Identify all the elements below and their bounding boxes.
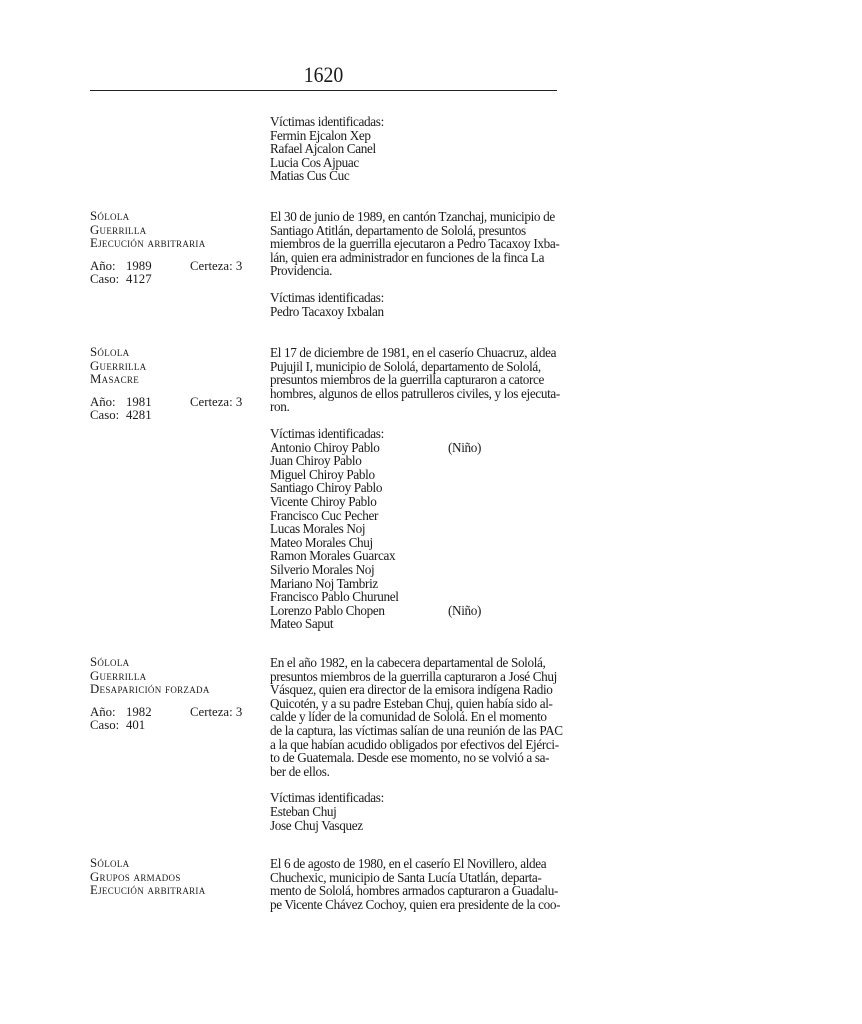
victims-label: Víctimas identificadas: (270, 425, 384, 441)
victim-name: Jose Chuj Vasquez (270, 817, 363, 833)
victim-name: Rafael Ajcalon Canel (270, 141, 376, 157)
victim-row (270, 454, 557, 468)
victim-name: Miguel Chiroy Pablo (270, 466, 375, 482)
text-line: El 30 de junio de 1989, en cantón Tzanchaj, municipio de (270, 209, 555, 224)
case-year: 1989 (126, 258, 152, 273)
case-number-row (90, 409, 260, 423)
text-line: calde y líder de la comunidad de Sololá. En el momento (270, 709, 547, 725)
text-line: Quicotén, y a su padre Esteban Chuj, quien había sido al- (270, 695, 553, 711)
text-line: mento de Sololá, hombres armados capturaron a Guadalu- (270, 883, 558, 899)
victim-row (270, 522, 557, 536)
case-certainty: Certeza: 3 (190, 394, 243, 409)
victim-note: (Niño) (448, 439, 482, 455)
case-perpetrator: Guerrilla (90, 222, 147, 237)
victim-name: Vicente Chiroy Pablo (270, 493, 377, 509)
text-line: Pujujil I, municipio de Sololá, departamento de Sololá, (270, 358, 541, 374)
case-location: Sólola (90, 655, 130, 669)
case-description (270, 655, 563, 833)
case-year: 1981 (126, 394, 152, 409)
victim-note: (Niño) (448, 602, 482, 618)
case-violation: Desaparición forzada (90, 682, 210, 697)
victim-row (270, 617, 557, 631)
case-location: Sólola (90, 856, 130, 870)
case-year-row (90, 260, 260, 274)
case-perpetrator: Guerrilla (90, 668, 147, 683)
victim-row (270, 468, 557, 482)
case-number-row (90, 719, 260, 733)
case-metadata (90, 656, 260, 733)
victim-name: Lucas Morales Noj (270, 521, 366, 537)
case-perpetrator: Guerrilla (90, 358, 147, 373)
victim-name: Esteban Chuj (270, 803, 337, 819)
victim-row (270, 563, 557, 577)
text-line: Vásquez, quien era director de la emisora indígena Radio (270, 682, 553, 698)
text-line: miembros de la guerrilla ejecutaron a Pedro Tacaxoy Ixba- (270, 236, 560, 252)
case-violation: Ejecución arbitraria (90, 883, 206, 898)
text-line: a la que habían acudido obligados por efectivos del Ejérci- (270, 736, 559, 752)
victim-name: Fermin Ejcalon Xep (270, 127, 371, 143)
text-line: ber de ellos. (270, 763, 330, 779)
year-label: Año: (90, 394, 116, 409)
victims-label: Víctimas identificadas: (270, 114, 384, 129)
text-line: presuntos miembros de la guerrilla capturaron a José Chuj (270, 668, 557, 684)
case-label: Caso: (90, 408, 120, 423)
case-number: 4281 (126, 408, 152, 423)
victim-name: Francisco Cuc Pecher (270, 507, 378, 523)
case-number-row (90, 273, 260, 287)
victim-name: Matias Cus Cuc (270, 168, 350, 184)
victim-name: Pedro Tacaxoy Ixbalan (270, 303, 384, 319)
victim-name: Lucia Cos Ajpuac (270, 154, 359, 170)
victim-name: Mateo Morales Chuj (270, 534, 373, 550)
text-line: to de Guatemala. Desde ese momento, no se volvió a sa- (270, 750, 550, 766)
text-line: Providencia. (270, 263, 333, 279)
case-description (270, 345, 560, 632)
victim-row (270, 481, 557, 495)
text-line: hombres, algunos de ellos patrulleros civiles, y los ejecuta- (270, 385, 560, 401)
case-year-row (90, 396, 260, 410)
intro-victims-block (270, 115, 557, 183)
text-line: ron. (270, 399, 290, 415)
victim-row (270, 604, 557, 618)
victim-name: Silverio Morales Noj (270, 561, 375, 577)
case-metadata (90, 346, 260, 423)
case-label: Caso: (90, 272, 120, 287)
case-perpetrator: Grupos armados (90, 869, 181, 884)
header-rule (90, 90, 557, 91)
case-metadata (90, 857, 260, 898)
text-line: de la captura, las víctimas salían de una reunión de las PAC (270, 722, 563, 738)
victim-name: Santiago Chiroy Pablo (270, 480, 383, 496)
victim-name: Mateo Saput (270, 616, 334, 632)
case-metadata (90, 210, 260, 287)
text-line: El 17 de diciembre de 1981, en el caserío Chuacruz, aldea (270, 345, 557, 360)
victim-name: Lorenzo Pablo Chopen (270, 602, 385, 618)
text-line: Santiago Atitlán, departamento de Sololá, presuntos (270, 222, 526, 238)
case-certainty: Certeza: 3 (190, 258, 243, 273)
case-location: Sólola (90, 345, 130, 359)
case-location: Sólola (90, 209, 130, 223)
text-line: En el año 1982, en la cabecera departamental de Sololá, (270, 655, 546, 670)
case-certainty: Certeza: 3 (190, 704, 243, 719)
victim-name: Antonio Chiroy Pablo (270, 439, 380, 455)
text-line: presuntos miembros de la guerrilla capturaron a catorce (270, 372, 545, 388)
victim-row (270, 577, 557, 591)
victims-label: Víctimas identificadas: (270, 790, 384, 806)
victim-row (270, 536, 557, 550)
case-description (270, 856, 561, 912)
case-label: Caso: (90, 718, 120, 733)
text-line: lán, quien era administrador en funciones de la finca La (270, 249, 545, 265)
victim-row (270, 509, 557, 523)
case-year-row (90, 706, 260, 720)
page-number: 1620 (303, 62, 344, 87)
victim-row (270, 495, 557, 509)
victim-name: Ramon Morales Guarcax (270, 548, 396, 564)
year-label: Año: (90, 258, 116, 273)
case-description (270, 209, 560, 319)
case-number: 4127 (126, 272, 152, 287)
case-violation: Masacre (90, 372, 139, 387)
year-label: Año: (90, 704, 116, 719)
victims-label: Víctimas identificadas: (270, 289, 384, 305)
case-violation: Ejecución arbitraria (90, 236, 206, 251)
victim-row (270, 549, 557, 563)
victim-row (270, 590, 557, 604)
victim-name: Juan Chiroy Pablo (270, 453, 362, 469)
victim-row (270, 441, 557, 455)
victim-name: Mariano Noj Tambriz (270, 575, 378, 591)
text-line: pe Vicente Chávez Cochoy, quien era presidente de la coo- (270, 896, 561, 912)
text-line: Chuchexic, municipio de Santa Lucía Utatlán, departa- (270, 869, 542, 885)
case-year: 1982 (126, 704, 152, 719)
victim-name: Francisco Pablo Churunel (270, 589, 399, 605)
case-number: 401 (126, 718, 146, 733)
text-line: El 6 de agosto de 1980, en el caserío El Novillero, aldea (270, 856, 547, 871)
